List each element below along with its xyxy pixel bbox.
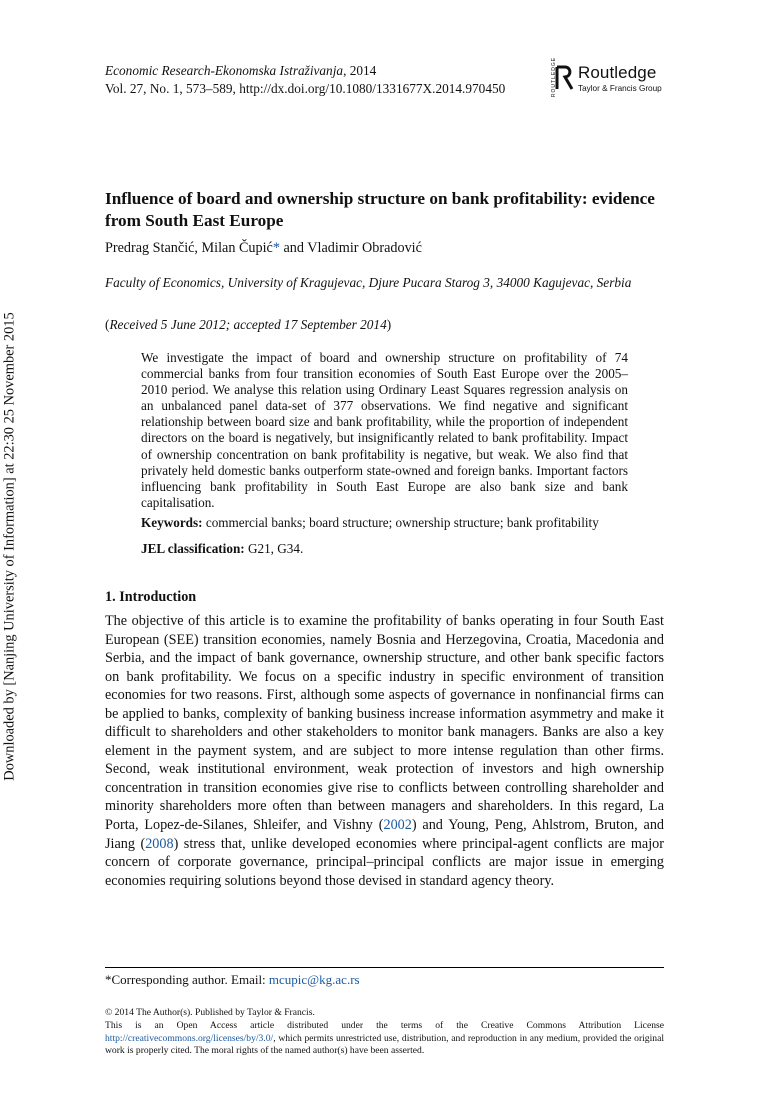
- affiliation: Faculty of Economics, University of Kragujevac, Djure Pucara Starog 3, 34000 Kagujevac, Serbia: [105, 275, 632, 290]
- authors: [105, 240, 422, 257]
- jel-text: G21, G34.: [244, 541, 304, 556]
- license-text-b: , which permits unrestricted use, distribution, and reproduction in any medium, provided the original work is properly cited. The moral rights of the named author(s) have been asserted.: [105, 1032, 664, 1057]
- journal-header: [105, 62, 505, 98]
- received-open: (: [105, 317, 110, 332]
- received-text: Received 5 June 2012; accepted 17 September 2014: [109, 317, 387, 332]
- copyright-line: © 2014 The Author(s). Published by Taylor & Francis.: [105, 1007, 315, 1018]
- footnote: [105, 972, 360, 988]
- received-close: ): [386, 317, 392, 332]
- jel-label: JEL classification:: [141, 541, 245, 556]
- keywords-label: Keywords:: [141, 515, 203, 530]
- paragraph-text-1: The objective of this article is to examine the profitability of banks operating in four South East European (SEE) transition economies, namely Bosnia and Herzegovina, Croatia, Macedonia and Serbia, and the impact of bank governance, ownership structure, and other bank specific factors on bank profitability. We focus on a specific industry in specific environment of transition economies for two reasons. First, although some aspects of governance in nonfinancial firms can be applied to banks, complexity of banking business increase information asymmetry and make it difficult to shareholders and other stakeholders to monitor bank managers. Banks are also a key element in the payment system, and are subject to more intense regulation than other firms. Second, weak institutional environment, weak protection of investors and high ownership concentration in transition economies give rise to conflicts between controlling shareholder and minority shareholders more often than between managers and shareholders. In this regard, La Porta, Lopez-de-Silanes, Shleifer, and Vishny (: [105, 613, 664, 834]
- footnote-text: *Corresponding author. Email:: [105, 972, 269, 987]
- citation-link-2008[interactable]: 2008: [145, 835, 174, 852]
- keywords: [141, 515, 641, 531]
- received-dates: [105, 317, 391, 333]
- corresponding-author-link[interactable]: *: [272, 240, 280, 256]
- download-sidebar: [0, 0, 24, 1093]
- authors-rest: and Vladimir Obradović: [279, 240, 422, 256]
- citation-link-2002[interactable]: 2002: [383, 817, 412, 834]
- publisher-group: Taylor & Francis Group: [578, 84, 662, 93]
- journal-name: Economic Research-Ekonomska Istraživanja: [105, 63, 344, 78]
- footnote-divider: [105, 967, 664, 968]
- introduction-paragraph: [105, 612, 664, 890]
- abstract: We investigate the impact of board and ownership structure on profitability of 74 commercial banks from four transition economies of South East Europe over the 2005–2010 period. We analyse this relation using Ordinary Least Squares regression analysis on an unbalanced panel data-set of 377 observations. We find negative and significant relationship between board size and bank profitability, while the proportion of independent directors on the board is negatively, but insignificantly related to bank profitability. Impact of ownership concentration on bank profitability is negative, but weak. We also find that privately held domestic banks outperform state-owned and foreign banks. Important factors influencing bank profitability in South East Europe are also bank size and bank capitalisation.: [141, 350, 628, 510]
- keywords-text: commercial banks; board structure; ownership structure; bank profitability: [202, 515, 599, 530]
- journal-year: , 2014: [343, 63, 377, 78]
- journal-name-line: [105, 62, 505, 80]
- publisher-logo: [548, 56, 668, 98]
- article-title: Influence of board and ownership structure on bank profitability: evidence from South East Europe: [105, 189, 655, 230]
- publisher-name: Routledge: [578, 63, 657, 82]
- license-text: [105, 1020, 664, 1058]
- paragraph-text-2: ) and Young, Peng, Ahlstrom, Bruton, and Jiang (: [105, 817, 665, 852]
- paragraph-text-3: ) stress that, unlike developed economies where principal-agent conflicts are major concern of corporate governance, principal–principal conflicts are major issue in emerging economies requiring solutions beyond those devised in standard agency theory.: [105, 835, 664, 889]
- journal-citation: Vol. 27, No. 1, 573–589, http://dx.doi.org/10.1080/1331677X.2014.970450: [105, 81, 506, 96]
- license-text-a: This is an Open Access article distributed under the terms of the Creative Commons Attribution License: [105, 1019, 664, 1031]
- routledge-r-icon: [554, 65, 576, 91]
- copyright-notice: [105, 1007, 664, 1058]
- authors-main: Predrag Stančić, Milan Čupić: [105, 240, 273, 256]
- jel-classification: [141, 541, 303, 557]
- email-link[interactable]: mcupic@kg.ac.rs: [268, 972, 360, 987]
- publisher-vertical-text: ROUTLEDGE: [551, 56, 558, 98]
- download-note: Downloaded by [Nanjing University of Information] at 22:30 25 November 2015: [1, 312, 18, 781]
- license-url-link[interactable]: http://creativecommons.org/licenses/by/3.0/: [105, 1032, 274, 1044]
- section-heading: 1. Introduction: [105, 589, 197, 605]
